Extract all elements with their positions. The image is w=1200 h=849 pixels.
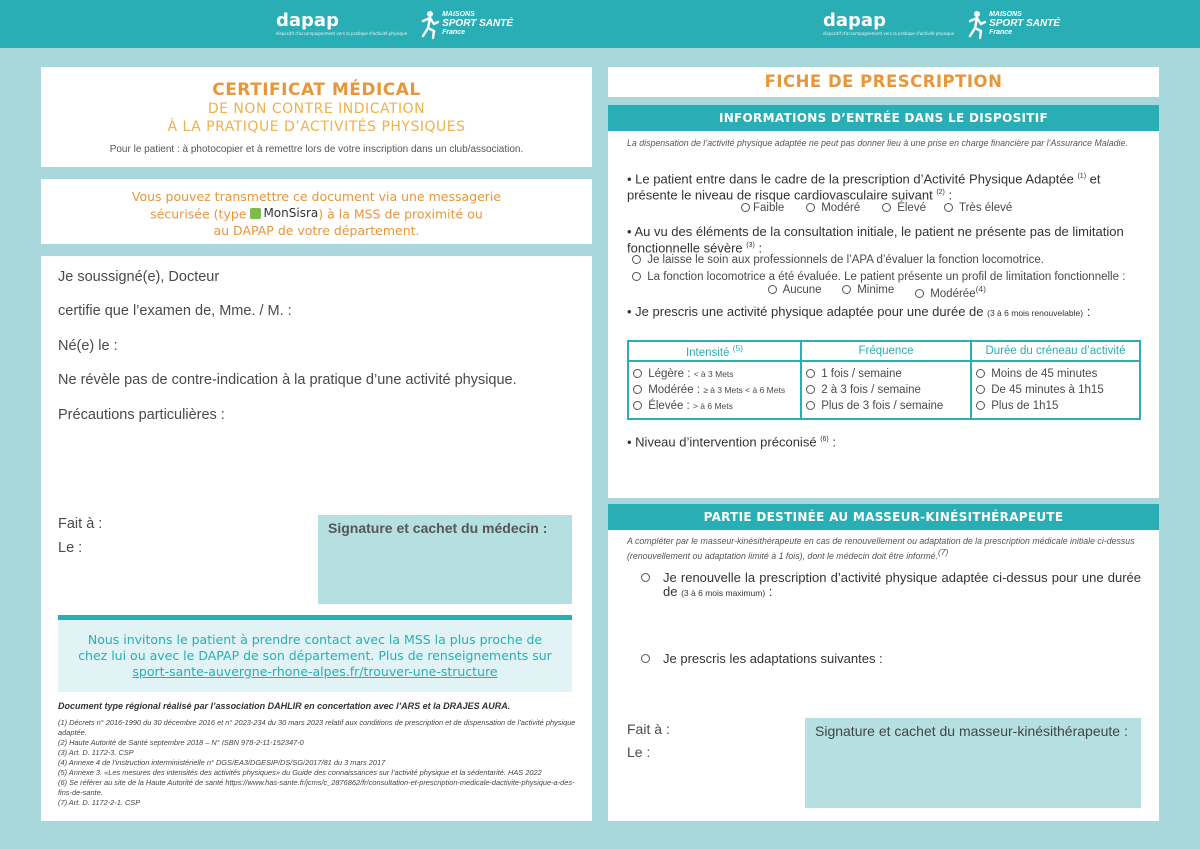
header-frequency: Fréquence	[801, 341, 971, 361]
radio-icon	[976, 385, 985, 394]
running-figure-icon	[966, 9, 986, 39]
running-figure-icon	[419, 9, 439, 39]
prescription-table	[627, 340, 1141, 420]
radio-icon	[632, 255, 641, 264]
radio-icon	[632, 272, 641, 281]
certificate-title: CERTIFICAT MÉDICAL	[212, 80, 421, 100]
duration-option[interactable]: Plus de 1h15	[976, 398, 1135, 414]
soussigne-field: Je soussigné(e), Docteur	[58, 269, 220, 285]
certificate-header	[41, 67, 592, 167]
reference-item: (7) Art. D. 1172-2-1. CSP	[58, 798, 141, 807]
date-field: Le :	[58, 540, 83, 556]
dapap-logo: dapap dispositif d'accompagnement vers la pratique d'activité physique	[276, 10, 408, 36]
radio-icon	[641, 654, 650, 663]
references-list	[58, 718, 578, 808]
structure-link[interactable]: sport-sante-auvergne-rhone-alpes.fr/trouver-une-structure	[132, 664, 498, 679]
radio-icon	[806, 385, 815, 394]
radio-icon	[882, 203, 891, 212]
question-limitation: • Au vu des éléments de la consultation initiale, le patient ne présente pas de limitation fonctionnelle sévère $^{(3)}$ :	[627, 224, 1124, 256]
certificate-note: Pour le patient : à photocopier et à remettre lors de votre inscription dans un club/association.	[109, 144, 524, 155]
limitation-option-aucune[interactable]: Aucune	[768, 284, 822, 296]
frequency-option[interactable]: 1 fois / semaine	[806, 366, 966, 382]
risk-option-tres-eleve[interactable]: Très élevé	[944, 202, 1012, 214]
physio-place-field: Fait à :	[627, 721, 670, 737]
reference-item: (3) Art. D. 1172-3. CSP	[58, 748, 134, 757]
header-duration: Durée du créneau d’activité	[971, 341, 1140, 361]
intensity-option-legere[interactable]: Légère : < à 3 Mets	[633, 366, 796, 382]
monsisra-logo: MonSisra	[250, 205, 318, 221]
duration-cell	[971, 361, 1140, 419]
question-apa-risk: • Le patient entre dans le cadre de la prescription d’Activité Physique Adaptée $^{(1)}$ et présente le niveau de risque cardiovasculaire suivant $^{(2)}$ :	[627, 171, 1101, 203]
certifie-field: certifie que l’examen de, Mme. / M. :	[58, 303, 292, 319]
doctor-signature-label: Signature et cachet du médecin :	[328, 520, 548, 536]
physio-section-band: PARTIE DESTINÉE AU MASSEUR-KINÉSITHÉRAPEUTE	[608, 504, 1159, 530]
question-intervention-level: • Niveau d’intervention préconisé $^{(6)}$ :	[627, 434, 836, 450]
reference-item: (1) Décrets n° 2016-1990 du 30 décembre 2016 et n° 2023-234 du 30 mars 2023 relatif aux conditions de prescription et de dispensation de l’activité physique adaptée.	[58, 718, 576, 737]
transmit-text: Vous pouvez transmettre ce document via une messagerie sécurisée (type MonSisra ) à la MSS de proximité ou au DAPAP de votre département.	[131, 189, 502, 238]
header-intensity: Intensité $^{(5)}$	[628, 341, 801, 361]
reference-item: (6) Se référer au site de la Haute Autorité de santé https://www.has-sante.fr/jcms/c_2876862/fr/consultation-et-prescription-medicale-dactivite-physique-a-des-fins-de-sante.	[58, 778, 575, 797]
question-duration: • Je prescris une activité physique adaptée pour une durée de (3 à 6 mois renouvelable) :	[627, 304, 1091, 319]
prescription-title: FICHE DE PRESCRIPTION	[764, 72, 1003, 91]
radio-icon	[633, 401, 642, 410]
logo-group-right	[823, 6, 1060, 42]
radio-icon	[641, 573, 650, 582]
precautions-field: Précautions particulières :	[58, 407, 225, 423]
certificate-body	[41, 256, 592, 821]
logo-group-left	[276, 6, 513, 42]
physio-signature-box	[805, 718, 1141, 808]
radio-icon	[944, 203, 953, 212]
radio-icon	[741, 203, 750, 212]
physio-date-field: Le :	[627, 744, 651, 760]
radio-icon	[976, 369, 985, 378]
risk-option-modere[interactable]: Modéré	[806, 202, 860, 214]
radio-icon	[633, 385, 642, 394]
frequency-option[interactable]: Plus de 3 fois / semaine	[806, 398, 966, 414]
radio-icon	[976, 401, 985, 410]
radio-icon	[842, 285, 851, 294]
physio-option-renew[interactable]: Je renouvelle la prescription d’activité physique adaptée ci-dessus pour une durée de (3 à 6 mois maximum) :	[663, 571, 1141, 600]
invite-text: Nous invitons le patient à prendre contact avec la MSS la plus proche de chez lui ou avec le DAPAP de son département. Plus de renseignements sur sport-sante-auvergne-rhone-alpes.fr/trouver-une-structure	[58, 632, 572, 680]
certificate-subtitle-1: DE NON CONTRE INDICATION	[207, 101, 426, 117]
intensity-option-moderee[interactable]: Modérée : ≥ à 3 Mets < à 6 Mets	[633, 382, 796, 398]
frequency-option[interactable]: 2 à 3 fois / semaine	[806, 382, 966, 398]
intensity-cell	[628, 361, 801, 419]
limitation-option-apa[interactable]: Je laisse le soin aux professionnels de l’APA d’évaluer la fonction locomotrice.	[632, 254, 1044, 266]
no-contraindication-statement: Ne révèle pas de contre-indication à la pratique d’une activité physique.	[58, 372, 517, 388]
radio-icon	[806, 203, 815, 212]
disclaimer-note: La dispensation de l’activité physique adaptée ne peut pas donner lieu à une prise en charge financière par l’Assurance Maladie.	[627, 138, 1128, 148]
maisons-sport-sante-logo: MAISONS SPORT SANTÉ France	[966, 9, 1060, 39]
risk-option-faible[interactable]: Faible	[741, 202, 784, 214]
risk-option-eleve[interactable]: Élevé	[882, 202, 926, 214]
reference-item: (5) Annexe 3. «Les mesures des intensités des activités physiques» du Guide des connaissances sur l’activité physique et la sédentarité. HAS 2022	[58, 768, 542, 777]
radio-icon	[806, 369, 815, 378]
certificate-subtitle-2: À LA PRATIQUE D’ACTIVITÉS PHYSIQUES	[167, 119, 466, 135]
physio-note: A compléter par le masseur-kinésithérapeute en cas de renouvellement ou adaptation de la prescription médicale initiale ci-dessus (renouvellement ou adaptation limité à 1 fois), dont le médecin doit être informé.$^{(7)}$	[627, 536, 1135, 561]
top-banner	[0, 0, 1200, 48]
document-note: Document type régional réalisé par l’association DAHLIR en concertation avec l’ARS et la DRAJES AURA.	[58, 701, 511, 711]
limitation-option-minime[interactable]: Minime	[842, 284, 894, 296]
reference-item: (4) Annexe 4 de l’instruction interministérielle n° DGS/EA3/DGESIP/DS/SG/2017/81 du 3 mars 2017	[58, 758, 386, 767]
radio-icon	[633, 369, 642, 378]
radio-icon	[806, 401, 815, 410]
frequency-cell	[801, 361, 971, 419]
prescription-header	[608, 67, 1159, 97]
physio-option-adapt[interactable]: Je prescris les adaptations suivantes :	[663, 652, 1141, 666]
duration-option[interactable]: De 45 minutes à 1h15	[976, 382, 1135, 398]
prescription-body	[608, 105, 1159, 498]
physio-signature-label: Signature et cachet du masseur-kinésithérapeute :	[815, 723, 1128, 739]
intensity-option-elevee[interactable]: Élevée : > à 6 Mets	[633, 398, 796, 414]
physiotherapist-section	[608, 504, 1159, 821]
duration-option[interactable]: Moins de 45 minutes	[976, 366, 1135, 382]
info-section-band: INFORMATIONS D’ENTRÉE DANS LE DISPOSITIF	[608, 105, 1159, 131]
limitation-option-moderee[interactable]: Modérée$^{(4)}$	[915, 284, 986, 300]
place-field: Fait à :	[58, 516, 103, 532]
doctor-signature-box	[318, 515, 572, 604]
maisons-sport-sante-logo: MAISONS SPORT SANTÉ France	[419, 9, 513, 39]
dapap-logo: dapap dispositif d'accompagnement vers la pratique d'activité physique	[823, 10, 955, 36]
birthdate-field: Né(e) le :	[58, 338, 118, 354]
radio-icon	[768, 285, 777, 294]
radio-icon	[915, 289, 924, 298]
monsisra-icon	[250, 208, 261, 219]
invite-box	[58, 615, 572, 692]
reference-item: (2) Haute Autorité de Santé septembre 2018 – N° ISBN 978-2-11-152347-0	[58, 738, 304, 747]
transmit-info-box	[41, 179, 592, 244]
limitation-option-evaluated[interactable]: La fonction locomotrice a été évaluée. Le patient présente un profil de limitation fonctionnelle :	[632, 270, 1137, 284]
